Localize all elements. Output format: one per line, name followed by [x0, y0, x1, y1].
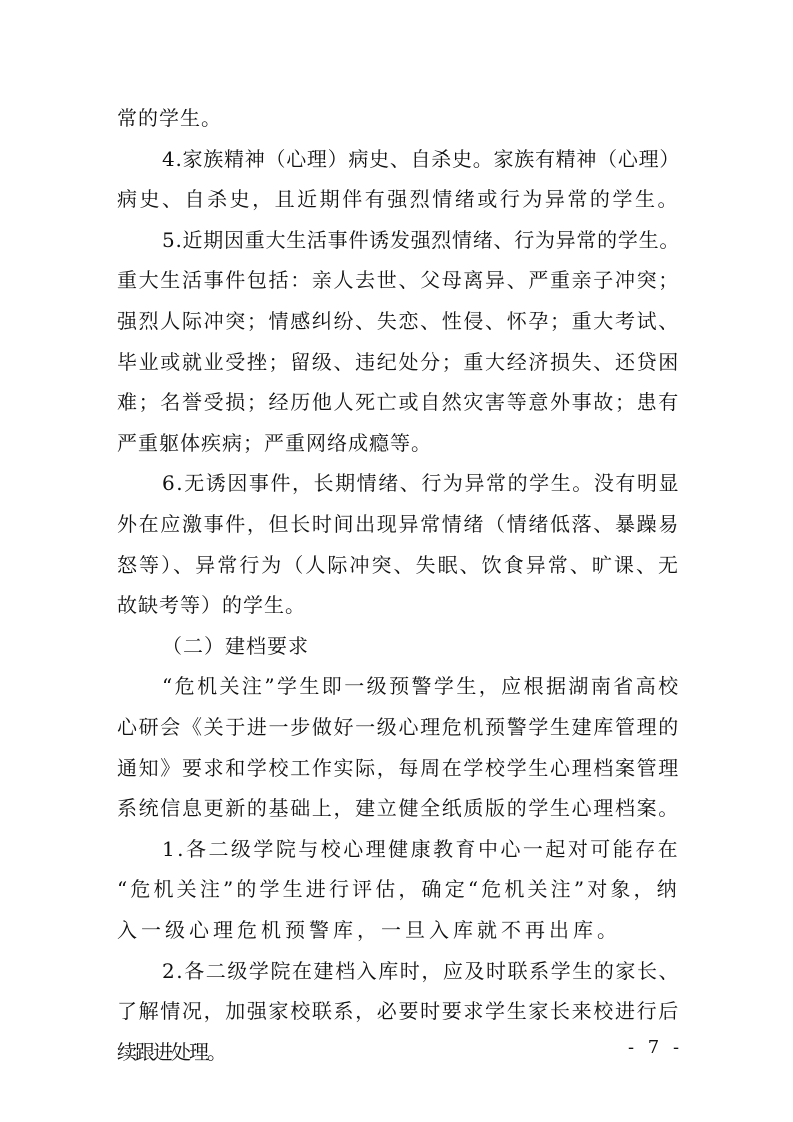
- text-line: 系统信息更新的基础上，建立健全纸质版的学生心理档案。: [117, 796, 680, 821]
- text-line: 5.近期因重大生活事件诱发强烈情绪、行为异常的学生。: [162, 227, 681, 252]
- page-number: - 7 -: [628, 1037, 684, 1058]
- text-line: 2.各二级学院在建档入库时，应及时联系学生的家长、: [162, 958, 681, 983]
- text-line: 怒等）、异常行为（人际冲突、失眠、饮食异常、旷课、无: [117, 552, 681, 577]
- text-line: 通知》要求和学校工作实际，每周在学校学生心理档案管理: [117, 755, 680, 780]
- text-line: 了解情况，加强家校联系，必要时要求学生家长来校进行后: [117, 999, 680, 1024]
- text-line: 续跟进处理。: [117, 1039, 225, 1064]
- text-line: 4.家族精神（心理）病史、自杀史。家族有精神（心理）: [162, 146, 681, 171]
- section-heading: （二）建档要求: [162, 633, 309, 658]
- text-line: 入一级心理危机预警库，一旦入库就不再出库。: [117, 918, 621, 942]
- text-line: 6.无诱因事件，长期情绪、行为异常的学生。没有明显: [162, 471, 681, 496]
- text-line: 严重躯体疾病；严重网络成瘾等。: [117, 430, 432, 455]
- text-line: 心研会《关于进一步做好一级心理危机预警学生建库管理的: [117, 715, 680, 739]
- text-line: 强烈人际冲突；情感纠纷、失恋、性侵、怀孕；重大考试、: [117, 309, 680, 333]
- text-line: 常的学生。: [117, 106, 222, 130]
- text-line: “危机关注”学生即一级预警学生，应根据湖南省高校: [162, 674, 681, 699]
- text-line: “危机关注”的学生进行评估，确定“危机关注”对象，纳: [117, 877, 680, 902]
- text-line: 重大生活事件包括：亲人去世、父母离异、严重亲子冲突；: [117, 268, 680, 293]
- text-line: 外在应激事件，但长时间出现异常情绪（情绪低落、暴躁易: [117, 512, 680, 536]
- text-line: 1.各二级学院与校心理健康教育中心一起对可能存在: [162, 836, 681, 861]
- text-line: 故缺考等）的学生。: [117, 593, 306, 618]
- text-line: 病史、自杀史，且近期伴有强烈情绪或行为异常的学生。: [117, 187, 680, 212]
- text-line: 难；名誉受损；经历他人死亡或自然灾害等意外事故；患有: [117, 390, 680, 415]
- text-line: 毕业或就业受挫；留级、违纪处分；重大经济损失、还贷困: [117, 349, 680, 374]
